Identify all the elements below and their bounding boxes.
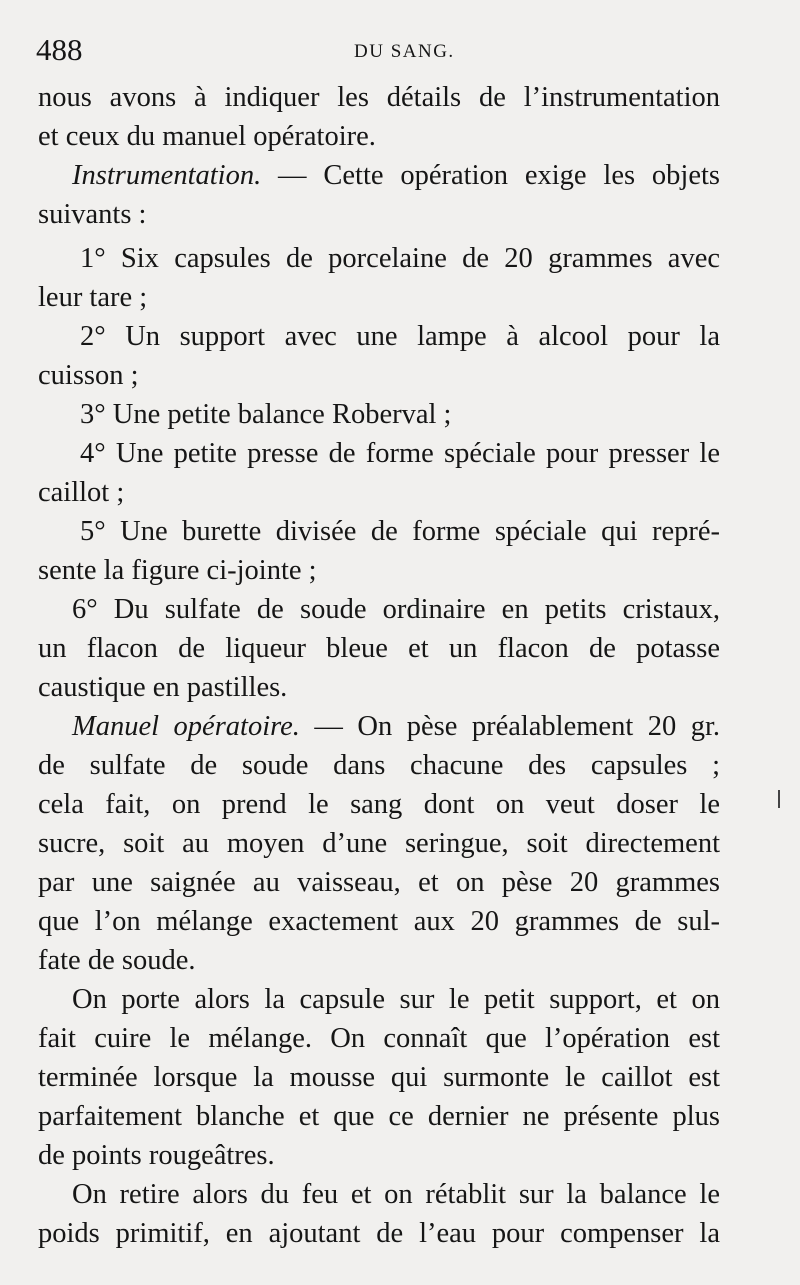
list-item: 3° Une petite balance Roberval ;: [80, 399, 452, 430]
body-text: [38, 78, 720, 1253]
text-line: leur tare ;: [38, 282, 148, 313]
section-heading-manuel: Manuel opératoire.: [72, 711, 300, 742]
text-line: Instrumentation. — Cette opération exige les objets: [72, 160, 720, 191]
list-item: 5° Une burette divisée de forme spéciale qui repré-: [80, 516, 720, 547]
section-heading-instrumentation: Instrumentation.: [72, 160, 262, 191]
text-line: cela fait, on prend le sang dont on veut doser le: [38, 789, 720, 820]
text-line: nous avons à indiquer les détails de l’instrumentation: [38, 82, 720, 113]
list-item: 1° Six capsules de porcelaine de 20 grammes avec: [80, 243, 720, 274]
margin-mark: [778, 790, 780, 808]
text-line: sente la figure ci-jointe ;: [38, 555, 317, 586]
text-line: On porte alors la capsule sur le petit support, et on: [72, 984, 720, 1015]
text-line: caustique en pastilles.: [38, 672, 288, 703]
page-number: 488: [36, 32, 83, 67]
text-line: et ceux du manuel opératoire.: [38, 121, 376, 152]
text-line: que l’on mélange exactement aux 20 grammes de sul-: [38, 906, 720, 937]
text-line: fait cuire le mélange. On connaît que l’opération est: [38, 1023, 720, 1054]
text-line: caillot ;: [38, 477, 125, 508]
list-item: 6° Du sulfate de soude ordinaire en petits cristaux,: [72, 594, 720, 625]
text-line: sucre, soit au moyen d’une seringue, soit directement: [38, 828, 720, 859]
text-line: suivants :: [38, 199, 147, 230]
text-line: cuisson ;: [38, 360, 139, 391]
text-line: Manuel opératoire. — On pèse préalablement 20 gr.: [72, 711, 720, 742]
page-header: [36, 30, 756, 74]
text-line: terminée lorsque la mousse qui surmonte le caillot est: [38, 1062, 720, 1093]
text-line: poids primitif, en ajoutant de l’eau pour compenser la: [38, 1218, 720, 1249]
text-line: un flacon de liqueur bleue et un flacon de potasse: [38, 633, 720, 664]
text-line: On retire alors du feu et on rétablit sur la balance le: [72, 1179, 720, 1210]
list-item: 2° Un support avec une lampe à alcool pour la: [80, 321, 720, 352]
text-line: fate de soude.: [38, 945, 196, 976]
text-line: par une saignée au vaisseau, et on pèse 20 grammes: [38, 867, 720, 898]
text-line: parfaitement blanche et que ce dernier ne présente plus: [38, 1101, 720, 1132]
list-item: 4° Une petite presse de forme spéciale pour presser le: [80, 438, 720, 469]
running-title: DU SANG.: [354, 41, 455, 62]
text-line: de sulfate de soude dans chacune des capsules ;: [38, 750, 720, 781]
text-line: de points rougeâtres.: [38, 1140, 275, 1171]
